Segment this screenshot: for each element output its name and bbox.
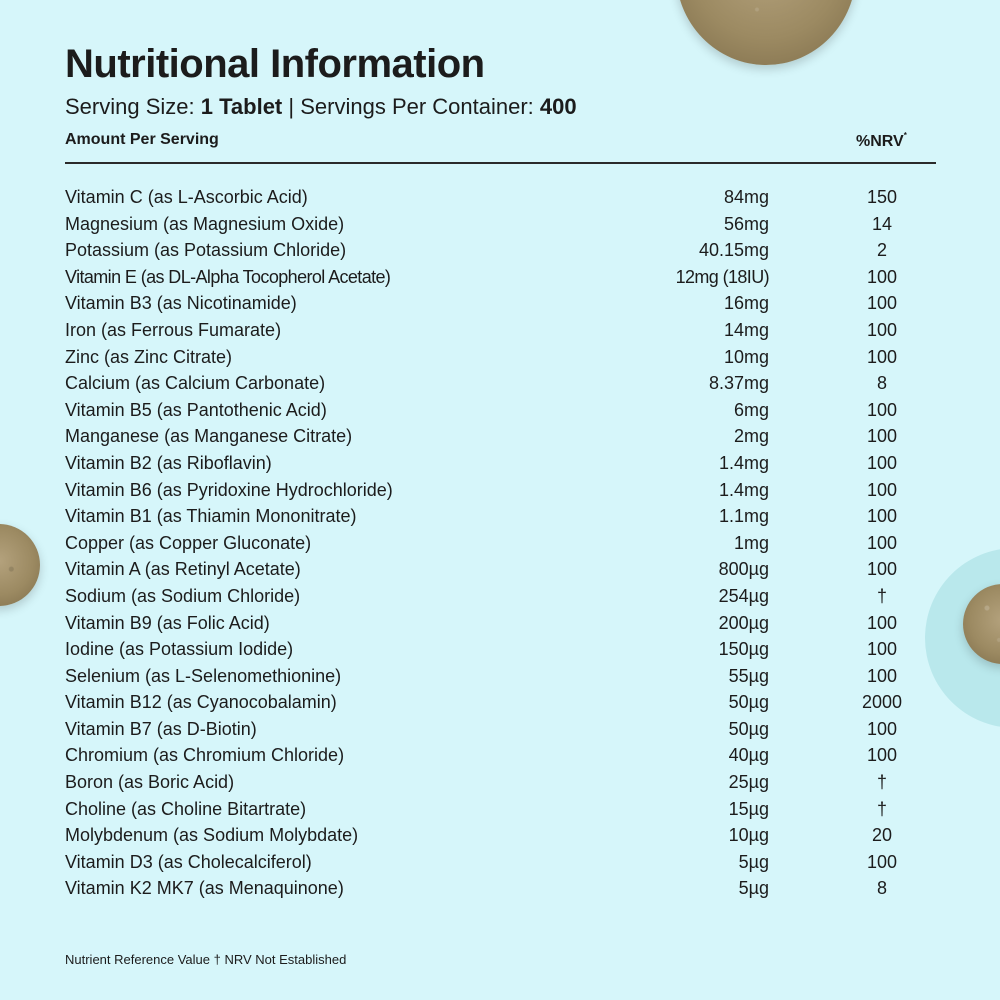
- table-row: [65, 477, 945, 504]
- nutrient-name: Choline (as Choline Bitartrate): [65, 798, 307, 819]
- table-row: [65, 875, 945, 902]
- nutrient-nrv: 100: [866, 426, 898, 447]
- nutrient-amount: 10µg: [728, 825, 769, 846]
- nutrient-amount: 254µg: [718, 585, 769, 606]
- table-row: [65, 769, 945, 796]
- nutrient-name: Chromium (as Chromium Chloride): [65, 745, 345, 766]
- nutrient-nrv: 100: [866, 293, 898, 314]
- serving-separator: |: [288, 94, 295, 119]
- nutrient-name: Vitamin B3 (as Nicotinamide): [65, 293, 297, 314]
- table-row: [65, 716, 945, 743]
- nutrient-amount: 40µg: [728, 745, 769, 766]
- nutrient-name: Vitamin B6 (as Pyridoxine Hydrochloride): [65, 479, 393, 500]
- nrv-header-label: %NRV: [856, 133, 904, 150]
- table-row: [65, 796, 945, 823]
- nutrient-amount: 800µg: [718, 559, 769, 580]
- nutrient-name: Molybdenum (as Sodium Molybdate): [65, 825, 359, 846]
- tablet-image-top: [676, 0, 856, 65]
- servings-per-container-label: Servings Per Container:: [300, 94, 534, 119]
- nutrient-nrv: 100: [866, 266, 898, 287]
- nutrient-nrv: 100: [866, 559, 898, 580]
- table-row: [65, 556, 945, 583]
- nutrient-amount: 2mg: [733, 426, 769, 447]
- table-row: [65, 610, 945, 637]
- nutrient-nrv: 100: [866, 346, 898, 367]
- nutrient-name: Iron (as Ferrous Fumarate): [65, 319, 282, 340]
- nutrient-nrv: †: [876, 798, 887, 819]
- nutrient-name: Zinc (as Zinc Citrate): [65, 346, 233, 367]
- nutrient-amount: 40.15mg: [698, 240, 769, 261]
- nutrient-name: Selenium (as L-Selenomethionine): [65, 665, 342, 686]
- nutrient-amount: 8.37mg: [708, 373, 769, 394]
- nutrient-name: Magnesium (as Magnesium Oxide): [65, 213, 345, 234]
- nutrient-name: Vitamin B2 (as Riboflavin): [65, 452, 272, 473]
- amount-per-serving-header: Amount Per Serving: [65, 131, 219, 148]
- nutrient-nrv: 100: [866, 718, 898, 739]
- nutrient-nrv: 14: [871, 213, 893, 234]
- nrv-header-mark: *: [903, 131, 907, 140]
- table-row: [65, 211, 945, 238]
- nutrient-amount: 150µg: [718, 639, 769, 660]
- nutrient-name: Vitamin A (as Retinyl Acetate): [65, 559, 301, 580]
- nutrient-nrv: 100: [866, 612, 898, 633]
- table-row: [65, 450, 945, 477]
- table-row: [65, 264, 945, 291]
- nutrient-nrv: 8: [876, 373, 887, 394]
- table-row: [65, 742, 945, 769]
- table-row: [65, 849, 945, 876]
- nutrient-amount: 200µg: [718, 612, 769, 633]
- nutrient-table: [65, 184, 945, 902]
- nutrient-nrv: 2: [876, 240, 887, 261]
- nutrient-name: Vitamin B9 (as Folic Acid): [65, 612, 270, 633]
- nutrient-amount: 15µg: [728, 798, 769, 819]
- nutrient-amount: 50µg: [728, 718, 769, 739]
- table-row: [65, 423, 945, 450]
- nutrient-name: Iodine (as Potassium Iodide): [65, 639, 294, 660]
- nutrient-name: Vitamin B1 (as Thiamin Mononitrate): [65, 506, 357, 527]
- nutrient-name: Vitamin B12 (as Cyanocobalamin): [65, 692, 337, 713]
- table-row: [65, 583, 945, 610]
- nutrient-amount: 1.4mg: [718, 452, 769, 473]
- nutrient-nrv: 100: [866, 506, 898, 527]
- nrv-header: [856, 131, 907, 151]
- nutrient-name: Vitamin K2 MK7 (as Menaquinone): [65, 878, 344, 899]
- header-divider: [65, 162, 936, 164]
- nutrient-nrv: 20: [871, 825, 893, 846]
- nutrient-amount: 55µg: [728, 665, 769, 686]
- footnote: Nutrient Reference Value † NRV Not Established: [65, 952, 347, 967]
- nutrient-name: Copper (as Copper Gluconate): [65, 532, 312, 553]
- nutrient-amount: 1.1mg: [718, 506, 769, 527]
- nutrient-nrv: 150: [866, 187, 898, 207]
- nutrient-name: Vitamin B5 (as Pantothenic Acid): [65, 399, 327, 420]
- nutrient-amount: 5µg: [738, 878, 769, 899]
- serving-info: [65, 94, 577, 120]
- table-row: [65, 689, 945, 716]
- serving-size-label: Serving Size:: [65, 94, 195, 119]
- nutrient-amount: 5µg: [738, 851, 769, 872]
- table-row: [65, 822, 945, 849]
- nutrient-name: Vitamin E (as DL-Alpha Tocopherol Acetate): [65, 266, 391, 287]
- tablet-image-left: [0, 524, 40, 606]
- nutrient-nrv: 100: [866, 399, 898, 420]
- nutrient-nrv: 100: [866, 479, 898, 500]
- nutrient-nrv: 100: [866, 665, 898, 686]
- nutrient-amount: 84mg: [723, 187, 769, 207]
- table-row: [65, 503, 945, 530]
- nutrient-amount: 16mg: [723, 293, 769, 314]
- nutrient-amount: 1mg: [733, 532, 769, 553]
- table-row: [65, 344, 945, 371]
- page-title: Nutritional Information: [65, 42, 485, 86]
- nutrient-nrv: 100: [866, 851, 898, 872]
- nutrient-name: Calcium (as Calcium Carbonate): [65, 373, 326, 394]
- nutrient-name: Boron (as Boric Acid): [65, 772, 235, 793]
- nutrient-name: Vitamin D3 (as Cholecalciferol): [65, 851, 312, 872]
- nutrient-name: Vitamin C (as L-Ascorbic Acid): [65, 187, 308, 207]
- nutrient-nrv: 100: [866, 745, 898, 766]
- nutrient-amount: 12mg (18IU): [675, 266, 769, 287]
- nutrient-amount: 50µg: [728, 692, 769, 713]
- nutrient-nrv: †: [876, 585, 887, 606]
- nutrient-nrv: 100: [866, 639, 898, 660]
- nutrient-nrv: †: [876, 772, 887, 793]
- serving-size-value: 1 Tablet: [200, 94, 283, 119]
- nutrient-amount: 25µg: [728, 772, 769, 793]
- table-row: [65, 663, 945, 690]
- nutrient-name: Manganese (as Manganese Citrate): [65, 426, 353, 447]
- nutrient-name: Sodium (as Sodium Chloride): [65, 585, 301, 606]
- nutrient-name: Potassium (as Potassium Chloride): [65, 240, 347, 261]
- nutrient-name: Vitamin B7 (as D-Biotin): [65, 718, 257, 739]
- nutrient-nrv: 2000: [861, 692, 903, 713]
- table-row: [65, 636, 945, 663]
- table-row: [65, 370, 945, 397]
- nutrient-amount: 6mg: [733, 399, 769, 420]
- nutrient-nrv: 100: [866, 319, 898, 340]
- table-row: [65, 237, 945, 264]
- nutrient-amount: 56mg: [723, 213, 769, 234]
- nutrient-nrv: 100: [866, 452, 898, 473]
- nutrient-nrv: 100: [866, 532, 898, 553]
- table-row: [65, 290, 945, 317]
- nutrient-amount: 10mg: [723, 346, 769, 367]
- table-row: [65, 397, 945, 424]
- nutrient-amount: 1.4mg: [718, 479, 769, 500]
- table-row: [65, 184, 945, 211]
- table-row: [65, 317, 945, 344]
- nutrient-nrv: 8: [876, 878, 887, 899]
- servings-per-container-value: 400: [539, 94, 577, 119]
- table-row: [65, 530, 945, 557]
- nutrient-amount: 14mg: [723, 319, 769, 340]
